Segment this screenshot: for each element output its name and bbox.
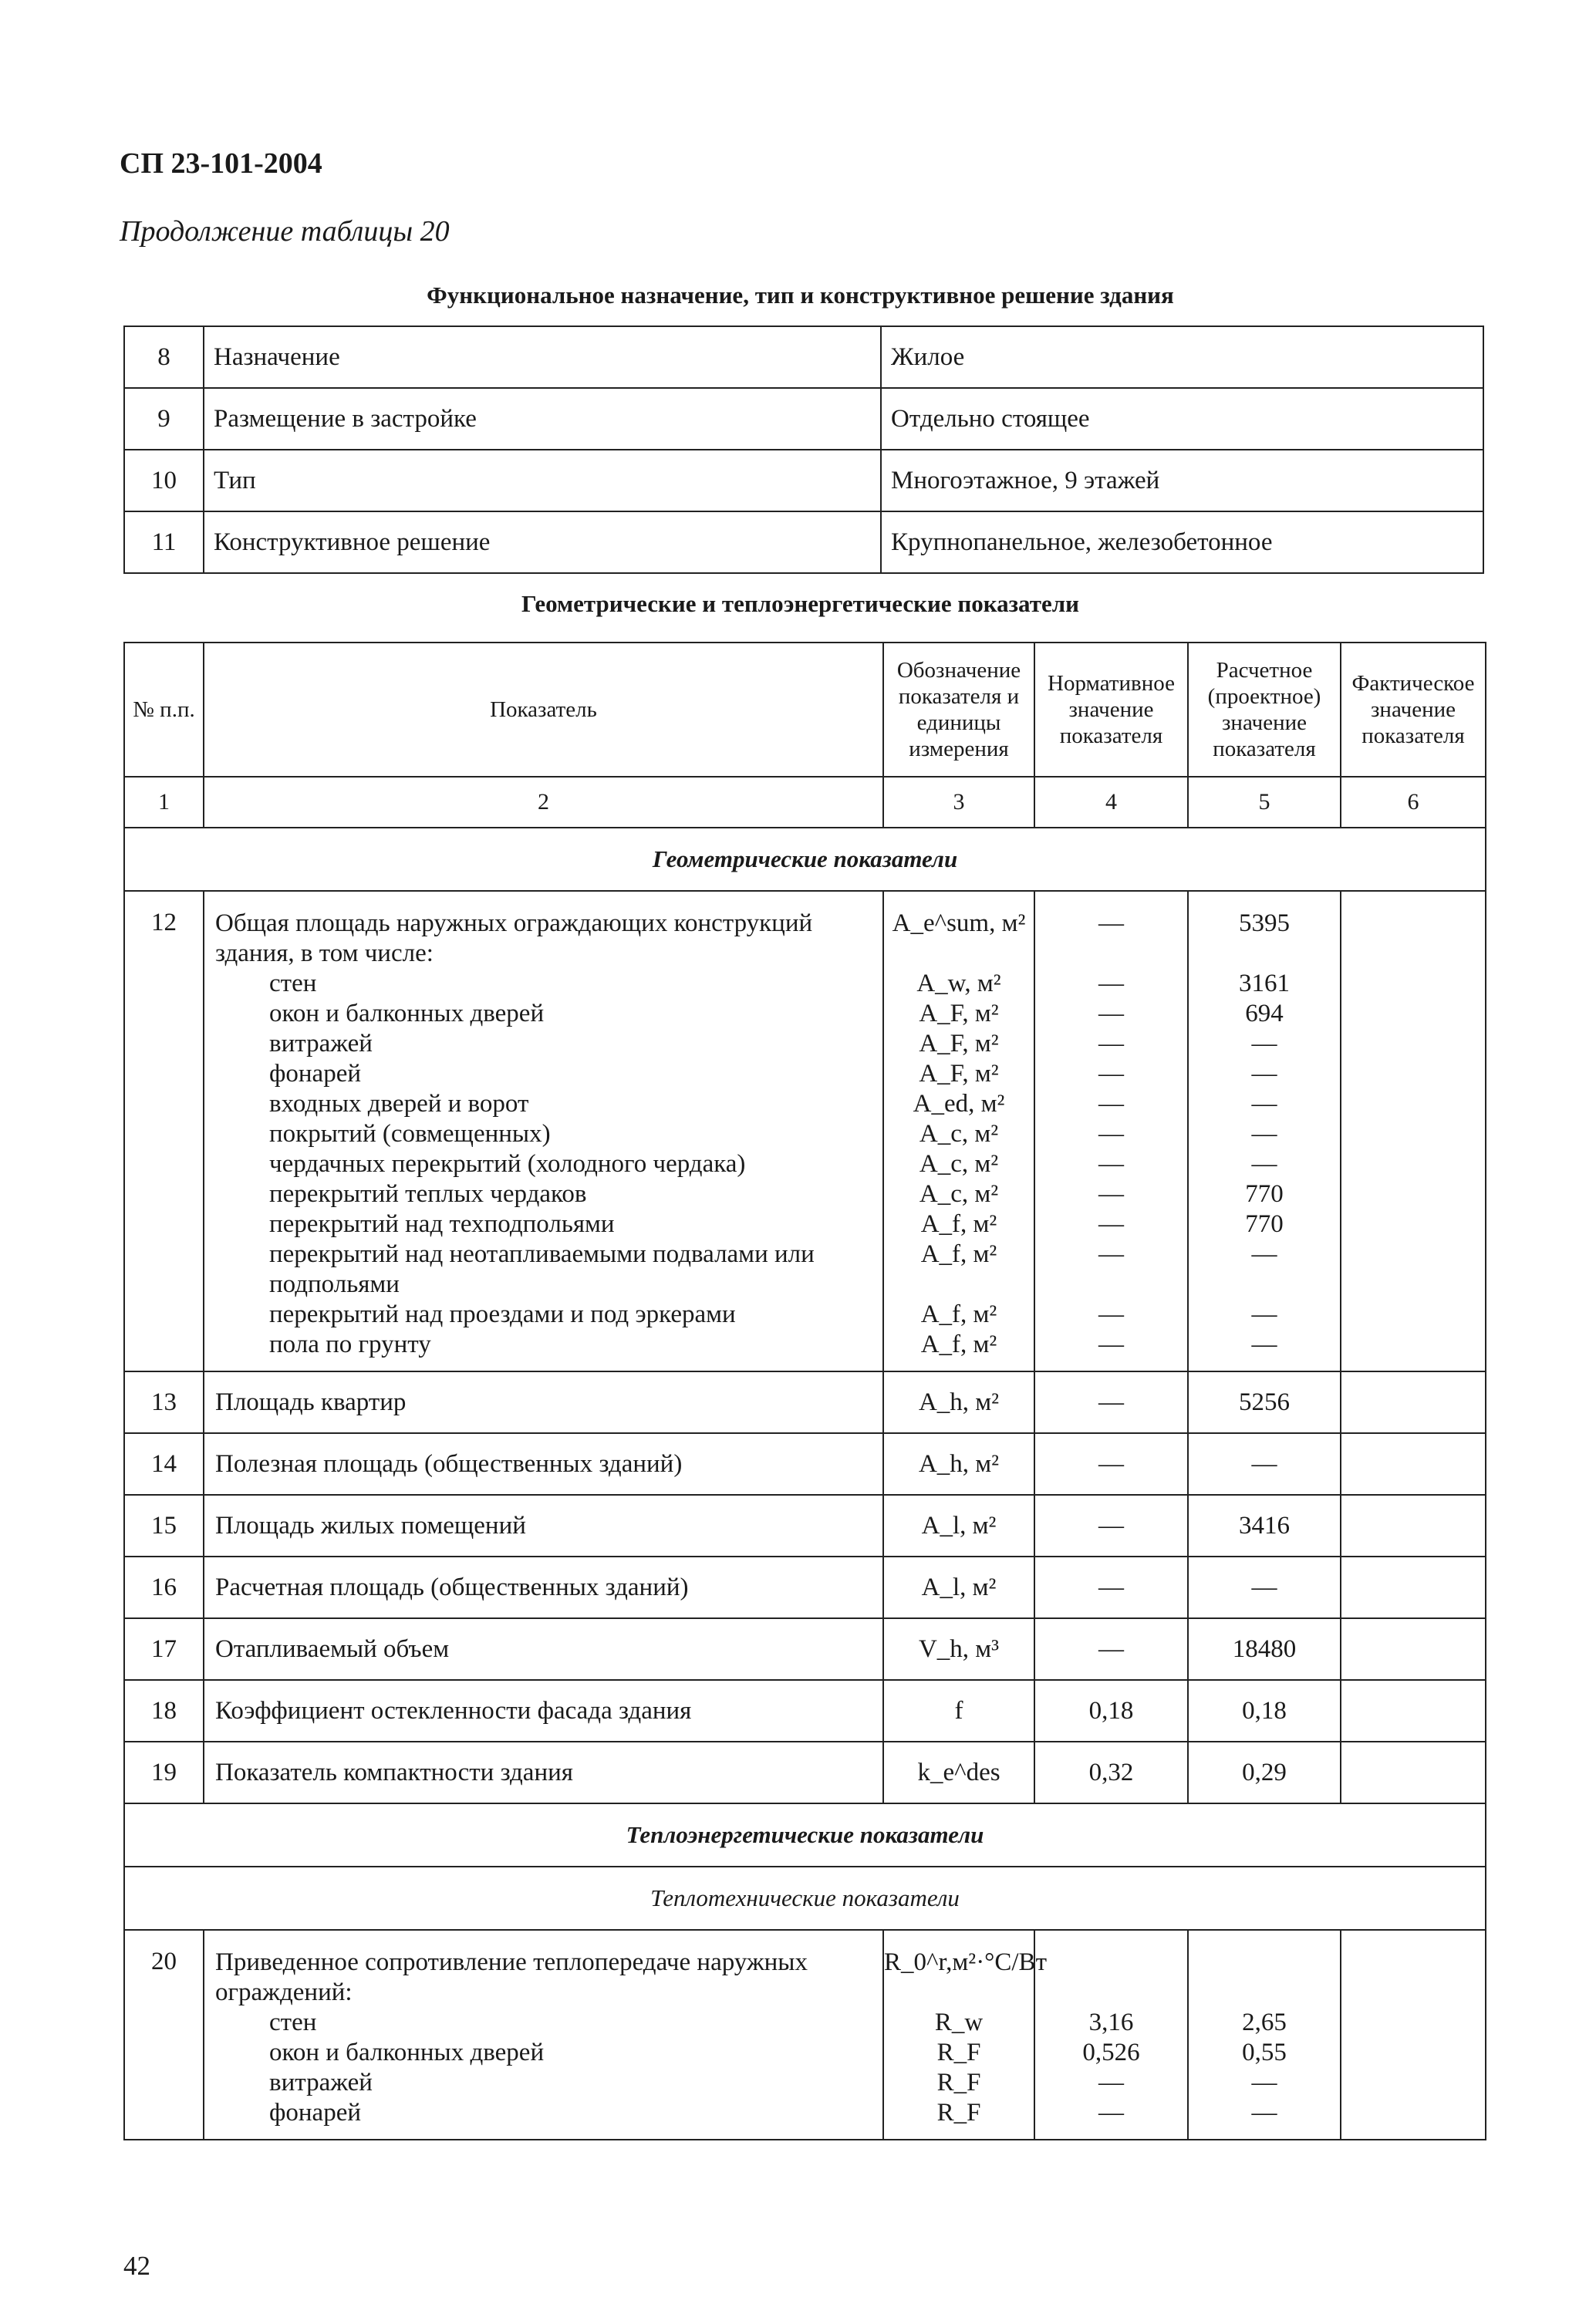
row-label: Площадь жилых помещений (204, 1495, 883, 1557)
row-value: Многоэтажное, 9 этажей (881, 450, 1483, 511)
line-sym: R_0^r,м²·°С/Вт (884, 1948, 1047, 1976)
row-symbol-lines (883, 891, 1034, 1371)
line-calc: — (1251, 2069, 1277, 2096)
line-norm: — (1098, 1210, 1124, 1238)
line-norm: — (1098, 1030, 1124, 1057)
row-actual (1341, 1557, 1486, 1618)
line-sym: A_f, м² (920, 1240, 997, 1268)
table-row (124, 1433, 1486, 1495)
row-normative: 0,18 (1034, 1680, 1188, 1742)
line-calc: — (1251, 1300, 1277, 1328)
column-number: 3 (883, 777, 1034, 828)
row-num: 13 (124, 1371, 204, 1433)
line-calc: — (1251, 1240, 1277, 1268)
line-norm: — (1098, 1300, 1124, 1328)
row-normative: — (1034, 1495, 1188, 1557)
row-symbol: V_h, м³ (883, 1618, 1034, 1680)
row-actual (1341, 1680, 1486, 1742)
line-label: здания, в том числе: (215, 939, 434, 967)
line-label: фонарей (269, 1060, 361, 1088)
line-calc: 770 (1245, 1180, 1284, 1208)
line-calc: — (1251, 2099, 1277, 2127)
line-sym: A_c, м² (919, 1180, 999, 1208)
row-num: 16 (124, 1557, 204, 1618)
row-num: 12 (124, 891, 204, 1371)
line-calc (1189, 1948, 1340, 1978)
row-actual (1341, 1618, 1486, 1680)
line-calc: 694 (1245, 1000, 1284, 1027)
row-actual (1341, 1433, 1486, 1495)
row-calculated: — (1188, 1557, 1341, 1618)
row-actual (1341, 1930, 1486, 2140)
header-normative: Нормативное значение показателя (1034, 643, 1188, 777)
row-num: 15 (124, 1495, 204, 1557)
line-sym: R_F (936, 2099, 981, 2127)
line-norm: — (1098, 909, 1124, 937)
line-sym: A_f, м² (920, 1300, 997, 1328)
row-calculated: 0,18 (1188, 1680, 1341, 1742)
line-label: фонарей (269, 2099, 361, 2127)
document-code: СП 23-101-2004 (120, 147, 322, 180)
row-normative: 0,32 (1034, 1742, 1188, 1803)
header-actual: Фактическое значение показателя (1341, 643, 1486, 777)
column-number: 5 (1188, 777, 1341, 828)
line-calc: — (1251, 1120, 1277, 1148)
row-actual (1341, 891, 1486, 1371)
row-symbol: A_h, м² (883, 1433, 1034, 1495)
table-row (124, 388, 1483, 450)
header-indicator: Показатель (204, 643, 883, 777)
line-sym (884, 939, 1034, 969)
section-thermal-energy: Теплоэнергетические показатели (124, 1803, 1486, 1867)
line-calc: — (1251, 1030, 1277, 1057)
line-label: чердачных перекрытий (холодного чердака) (269, 1150, 746, 1178)
row-calculated: 0,29 (1188, 1742, 1341, 1803)
line-label: пола по грунту (269, 1331, 431, 1358)
line-calc: 0,55 (1242, 2039, 1287, 2066)
line-calc (1189, 939, 1340, 969)
row-actual (1341, 1495, 1486, 1557)
subsection-thermal: Теплотехнические показатели (124, 1867, 1486, 1930)
table-row (124, 326, 1483, 388)
line-label: входных дверей и ворот (269, 1090, 529, 1118)
row-calculated: 18480 (1188, 1618, 1341, 1680)
header-designation: Обозначение показателя и единицы измерения (883, 643, 1034, 777)
row-calculated: 3416 (1188, 1495, 1341, 1557)
row-normative: — (1034, 1433, 1188, 1495)
page-number: 42 (123, 2251, 150, 2281)
row-label: Конструктивное решение (204, 511, 881, 573)
row-value: Жилое (881, 326, 1483, 388)
row-num: 20 (124, 1930, 204, 2140)
table-continuation-caption: Продолжение таблицы 20 (120, 215, 450, 248)
table-row-20 (124, 1930, 1486, 2140)
line-label: витражей (269, 2069, 373, 2096)
line-sym: A_f, м² (920, 1331, 997, 1358)
line-sym: R_F (936, 2069, 981, 2096)
row-normative: — (1034, 1371, 1188, 1433)
header-num: № п.п. (124, 643, 204, 777)
line-norm: — (1098, 1150, 1124, 1178)
row-num: 19 (124, 1742, 204, 1803)
line-sym: A_c, м² (919, 1120, 999, 1148)
row-value: Крупнопанельное, железобетонное (881, 511, 1483, 573)
row-num: 17 (124, 1618, 204, 1680)
line-norm: — (1098, 1060, 1124, 1088)
row-num: 9 (124, 388, 204, 450)
line-label: перекрытий над проездами и под эркерами (269, 1300, 736, 1328)
line-calc: — (1251, 1090, 1277, 1118)
line-sym: A_w, м² (916, 970, 1001, 997)
column-number: 2 (204, 777, 883, 828)
line-label: ограждений: (215, 1978, 353, 2006)
line-label: покрытий (совмещенных) (269, 1120, 551, 1148)
line-label: витражей (269, 1030, 373, 1057)
line-label: стен (269, 970, 317, 997)
row-label-lines (204, 891, 883, 1371)
line-label: подпольями (269, 1270, 400, 1298)
table1-title: Функциональное назначение, тип и конструктивное решение здания (427, 282, 1174, 309)
line-norm: — (1098, 1090, 1124, 1118)
line-norm: — (1098, 1180, 1124, 1208)
row-calculated-lines (1188, 891, 1341, 1371)
row-calculated: — (1188, 1433, 1341, 1495)
line-norm: — (1098, 1240, 1124, 1268)
line-norm (1035, 939, 1187, 969)
row-label: Расчетная площадь (общественных зданий) (204, 1557, 883, 1618)
row-symbol: A_l, м² (883, 1495, 1034, 1557)
row-num: 10 (124, 450, 204, 511)
line-calc: 5395 (1239, 909, 1290, 937)
line-norm: — (1098, 1000, 1124, 1027)
line-norm: 3,16 (1088, 2009, 1134, 2036)
line-calc: — (1251, 1060, 1277, 1088)
line-label: окон и балконных дверей (269, 2039, 545, 2066)
row-label: Площадь квартир (204, 1371, 883, 1433)
line-sym: A_c, м² (919, 1150, 999, 1178)
building-type-table (123, 326, 1484, 574)
row-symbol: k_e^des (883, 1742, 1034, 1803)
column-number: 4 (1034, 777, 1188, 828)
row-symbol-lines (883, 1930, 1047, 2140)
row-label: Полезная площадь (общественных зданий) (204, 1433, 883, 1495)
line-label: стен (269, 2009, 317, 2036)
row-label: Размещение в застройке (204, 388, 881, 450)
table-row (124, 450, 1483, 511)
line-sym: A_e^sum, м² (892, 909, 1026, 937)
table2-title: Геометрические и теплоэнергетические показатели (521, 590, 1079, 617)
column-number: 1 (124, 777, 204, 828)
line-label: перекрытий над техподпольями (269, 1210, 615, 1238)
header-calculated: Расчетное (проектное) значение показателя (1188, 643, 1341, 777)
line-sym: R_F (936, 2039, 981, 2066)
row-calculated-lines (1188, 1930, 1341, 2140)
line-norm (1035, 1978, 1187, 2008)
row-label: Показатель компактности здания (204, 1742, 883, 1803)
line-calc (1189, 1270, 1340, 1300)
line-sym (884, 1978, 1034, 2008)
row-normative-lines (1034, 1930, 1188, 2140)
indicators-table (123, 642, 1486, 2140)
row-label: Отапливаемый объем (204, 1618, 883, 1680)
column-number: 6 (1341, 777, 1486, 828)
line-sym: A_ed, м² (913, 1090, 1005, 1118)
line-sym: A_F, м² (919, 1030, 999, 1057)
line-sym: A_f, м² (920, 1210, 997, 1238)
line-norm: — (1098, 2099, 1124, 2127)
row-value: Отдельно стоящее (881, 388, 1483, 450)
line-norm: — (1098, 2069, 1124, 2096)
row-actual (1341, 1742, 1486, 1803)
line-calc: 3161 (1239, 970, 1290, 997)
row-symbol: f (883, 1680, 1034, 1742)
table-row (124, 1557, 1486, 1618)
line-norm (1035, 1270, 1187, 1300)
table-row (124, 1495, 1486, 1557)
line-sym: R_w (934, 2009, 984, 2036)
row-normative: — (1034, 1557, 1188, 1618)
row-num: 11 (124, 511, 204, 573)
line-label: перекрытий теплых чердаков (269, 1180, 587, 1208)
row-label: Коэффициент остекленности фасада здания (204, 1680, 883, 1742)
line-sym: A_F, м² (919, 1000, 999, 1027)
line-label: Общая площадь наружных ограждающих конструкций (215, 909, 813, 937)
line-norm (1035, 1948, 1187, 1978)
line-label: Приведенное сопротивление теплопередаче наружных (215, 1948, 808, 1976)
table-row (124, 1742, 1486, 1803)
line-calc: 2,65 (1242, 2009, 1287, 2036)
row-num: 18 (124, 1680, 204, 1742)
row-normative-lines (1034, 891, 1188, 1371)
row-label: Назначение (204, 326, 881, 388)
line-norm: — (1098, 1120, 1124, 1148)
row-calculated: 5256 (1188, 1371, 1341, 1433)
row-label: Тип (204, 450, 881, 511)
line-label: окон и балконных дверей (269, 1000, 545, 1027)
table-row (124, 1680, 1486, 1742)
section-geometric: Геометрические показатели (124, 828, 1486, 891)
line-norm: — (1098, 1331, 1124, 1358)
line-calc: — (1251, 1331, 1277, 1358)
row-actual (1341, 1371, 1486, 1433)
line-norm: — (1098, 970, 1124, 997)
row-symbol: A_h, м² (883, 1371, 1034, 1433)
line-label: перекрытий над неотапливаемыми подвалами или (269, 1240, 815, 1268)
row-label-lines (204, 1930, 883, 2140)
row-num: 8 (124, 326, 204, 388)
table-row (124, 1618, 1486, 1680)
line-norm: 0,526 (1082, 2039, 1140, 2066)
table-row (124, 511, 1483, 573)
row-symbol: A_l, м² (883, 1557, 1034, 1618)
table-row-12 (124, 891, 1486, 1371)
line-sym: A_F, м² (919, 1060, 999, 1088)
row-num: 14 (124, 1433, 204, 1495)
line-calc: 770 (1245, 1210, 1284, 1238)
line-calc: — (1251, 1150, 1277, 1178)
line-sym (884, 1270, 1034, 1300)
line-calc (1189, 1978, 1340, 2008)
table-row (124, 1371, 1486, 1433)
row-normative: — (1034, 1618, 1188, 1680)
